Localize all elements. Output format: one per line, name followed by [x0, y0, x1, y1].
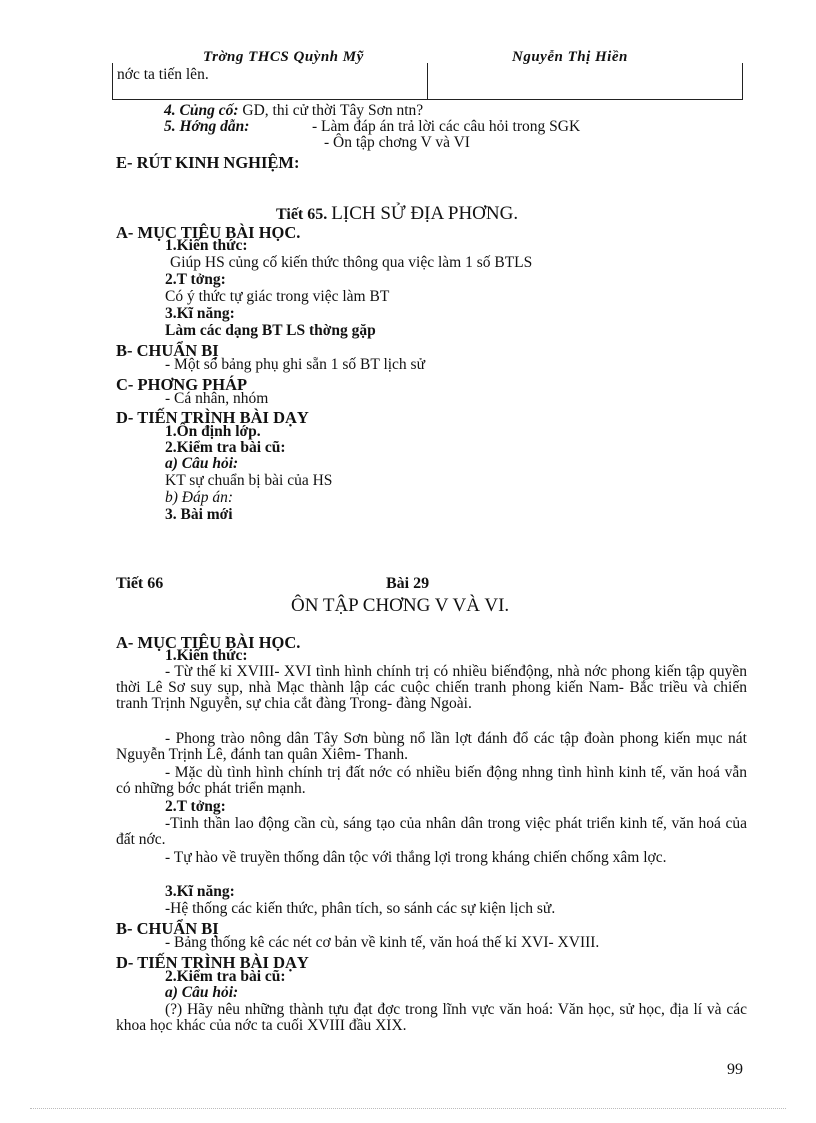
huongdan-item-2: - Ôn tập chơng V và VI — [324, 134, 470, 151]
lesson66-knowledge-label: 1.Kiến thức: — [165, 647, 248, 664]
lesson65-objectives-heading: A- MỤC TIÊU BÀI HỌC. — [116, 223, 301, 242]
lesson66-title: ÔN TẬP CHƠNG V VÀ VI. — [291, 595, 510, 616]
lesson65-title-line — [276, 203, 518, 225]
lesson65-method-heading: C- PHƠNG PHÁP — [116, 375, 248, 394]
lesson65-attitude-text: Có ý thức tự giác trong việc làm BT — [165, 288, 390, 305]
lesson66-procedure-heading: D- TIẾN TRÌNH BÀI DẠY — [116, 953, 309, 972]
lesson66-attitude-p2: - Tự hào về truyền thống dân tộc với thắng lợi trong kháng chiến chống xâm lợc. — [165, 849, 667, 866]
lesson65-preparation-text: - Một số bảng phụ ghi sẵn 1 số BT lịch sử — [165, 356, 425, 373]
lesson65-title: LỊCH SỬ ĐỊA PHƠNG. — [331, 203, 519, 224]
lesson66-attitude-p1: -Tinh thần lao động cần cù, sáng tạo của nhân dân trong việc phát triển kinh tế, văn hoá của đất nớc. — [116, 815, 747, 848]
table-cell-text: nớc ta tiến lên. — [117, 66, 209, 83]
lesson66-knowledge-p2: - Phong trào nông dân Tây Sơn bùng nổ lần lợt đánh đổ các tập đoàn phong kiến mục nát Nguyễn Trịnh Lê, đánh tan quân Xiêm- Thanh. — [116, 730, 747, 763]
lesson66-knowledge-p3: - Mặc dù tình hình chính trị đất nớc có nhiều biến động nhng tình hình kinh tế, văn hoá vẫn có những bớc phát triển mạnh. — [116, 764, 747, 797]
rut-kinh-nghiem-heading: E- RÚT KINH NGHIỆM: — [116, 153, 300, 172]
lesson66-preparation-heading: B- CHUẨN BỊ — [116, 919, 219, 938]
lesson65-knowledge-label: 1.Kiến thức: — [165, 237, 248, 254]
table-border-bottom — [112, 99, 743, 100]
lesson66-tiet: Tiết 66 — [116, 575, 164, 592]
footer-divider — [30, 1108, 786, 1109]
lesson65-class-order: 1.Ổn định lớp. — [165, 423, 261, 440]
table-border-left — [112, 63, 113, 99]
lesson65-preparation-heading: B- CHUẨN BỊ — [116, 341, 219, 360]
cungco-text: GD, thi cử thời Tây Sơn ntn? — [242, 102, 424, 119]
lesson65-skill-text: Làm các dạng BT LS thờng gặp — [165, 322, 376, 339]
lesson66-bai: Bài 29 — [386, 575, 430, 592]
lesson66-skill-text: -Hệ thống các kiến thức, phân tích, so sánh các sự kiện lịch sử. — [165, 900, 556, 917]
header-teacher: Nguyễn Thị Hiền — [512, 49, 628, 65]
lesson65-procedure-heading: D- TIẾN TRÌNH BÀI DẠY — [116, 408, 309, 427]
lesson65-skill-label: 3.Kĩ năng: — [165, 305, 235, 322]
huongdan-label: 5. Hớng dẫn: — [164, 118, 250, 135]
lesson66-check-old: 2.Kiểm tra bài cũ: — [165, 968, 286, 985]
lesson65-check-old: 2.Kiểm tra bài cũ: — [165, 439, 286, 456]
cungco-line — [164, 103, 423, 119]
lesson65-new-lesson: 3. Bài mới — [165, 506, 233, 523]
lesson66-knowledge-p1: - Từ thế kỉ XVIII- XVI tình hình chính trị có nhiều biếnđộng, nhà nớc phong kiến tập quyền thời Lê Sơ suy sụp, nhà Mạc thành lập các cuộc chiến tranh phong kiến Nam- Bắc triều và chiến tranh Trịnh Nguyễn, sự chia cắt đàng Trong- đàng Ngoài. — [116, 663, 747, 712]
lesson66-attitude-label: 2.T tởng: — [165, 798, 226, 815]
lesson65-method-text: - Cá nhân, nhóm — [165, 390, 269, 407]
lesson66-preparation-text: - Bảng thống kê các nét cơ bản về kinh tế, văn hoá thế kỉ XVI- XVIII. — [165, 934, 600, 951]
page-number: 99 — [727, 1061, 743, 1078]
cungco-label: 4. Củng cố: — [164, 102, 239, 119]
huongdan-item-1: - Làm đáp án trả lời các câu hỏi trong SGK — [312, 118, 581, 135]
lesson65-question-label: a) Câu hỏi: — [165, 455, 239, 472]
header-school: Trờng THCS Quỳnh Mỹ — [203, 49, 364, 65]
table-border-right — [742, 63, 743, 99]
lesson65-attitude-label: 2.T tởng: — [165, 271, 226, 288]
lesson66-question-text: (?) Hãy nêu những thành tựu đạt đợc trong lĩnh vực văn hoá: Văn học, sử học, địa lí và các khoa học khác của nớc ta cuối XVIII đầu XIX. — [116, 1001, 747, 1034]
lesson65-answer-label: b) Đáp án: — [165, 489, 234, 506]
lesson66-question-label: a) Câu hỏi: — [165, 984, 239, 1001]
lesson66-objectives-heading: A- MỤC TIÊU BÀI HỌC. — [116, 633, 301, 652]
lesson65-question-text: KT sự chuẩn bị bài của HS — [165, 472, 333, 489]
lesson65-knowledge-text: Giúp HS củng cố kiến thức thông qua việc làm 1 số BTLS — [170, 254, 533, 271]
lesson66-skill-label: 3.Kĩ năng: — [165, 883, 235, 900]
lesson65-tiet: Tiết 65. — [276, 206, 328, 223]
table-border-middle — [427, 63, 428, 99]
